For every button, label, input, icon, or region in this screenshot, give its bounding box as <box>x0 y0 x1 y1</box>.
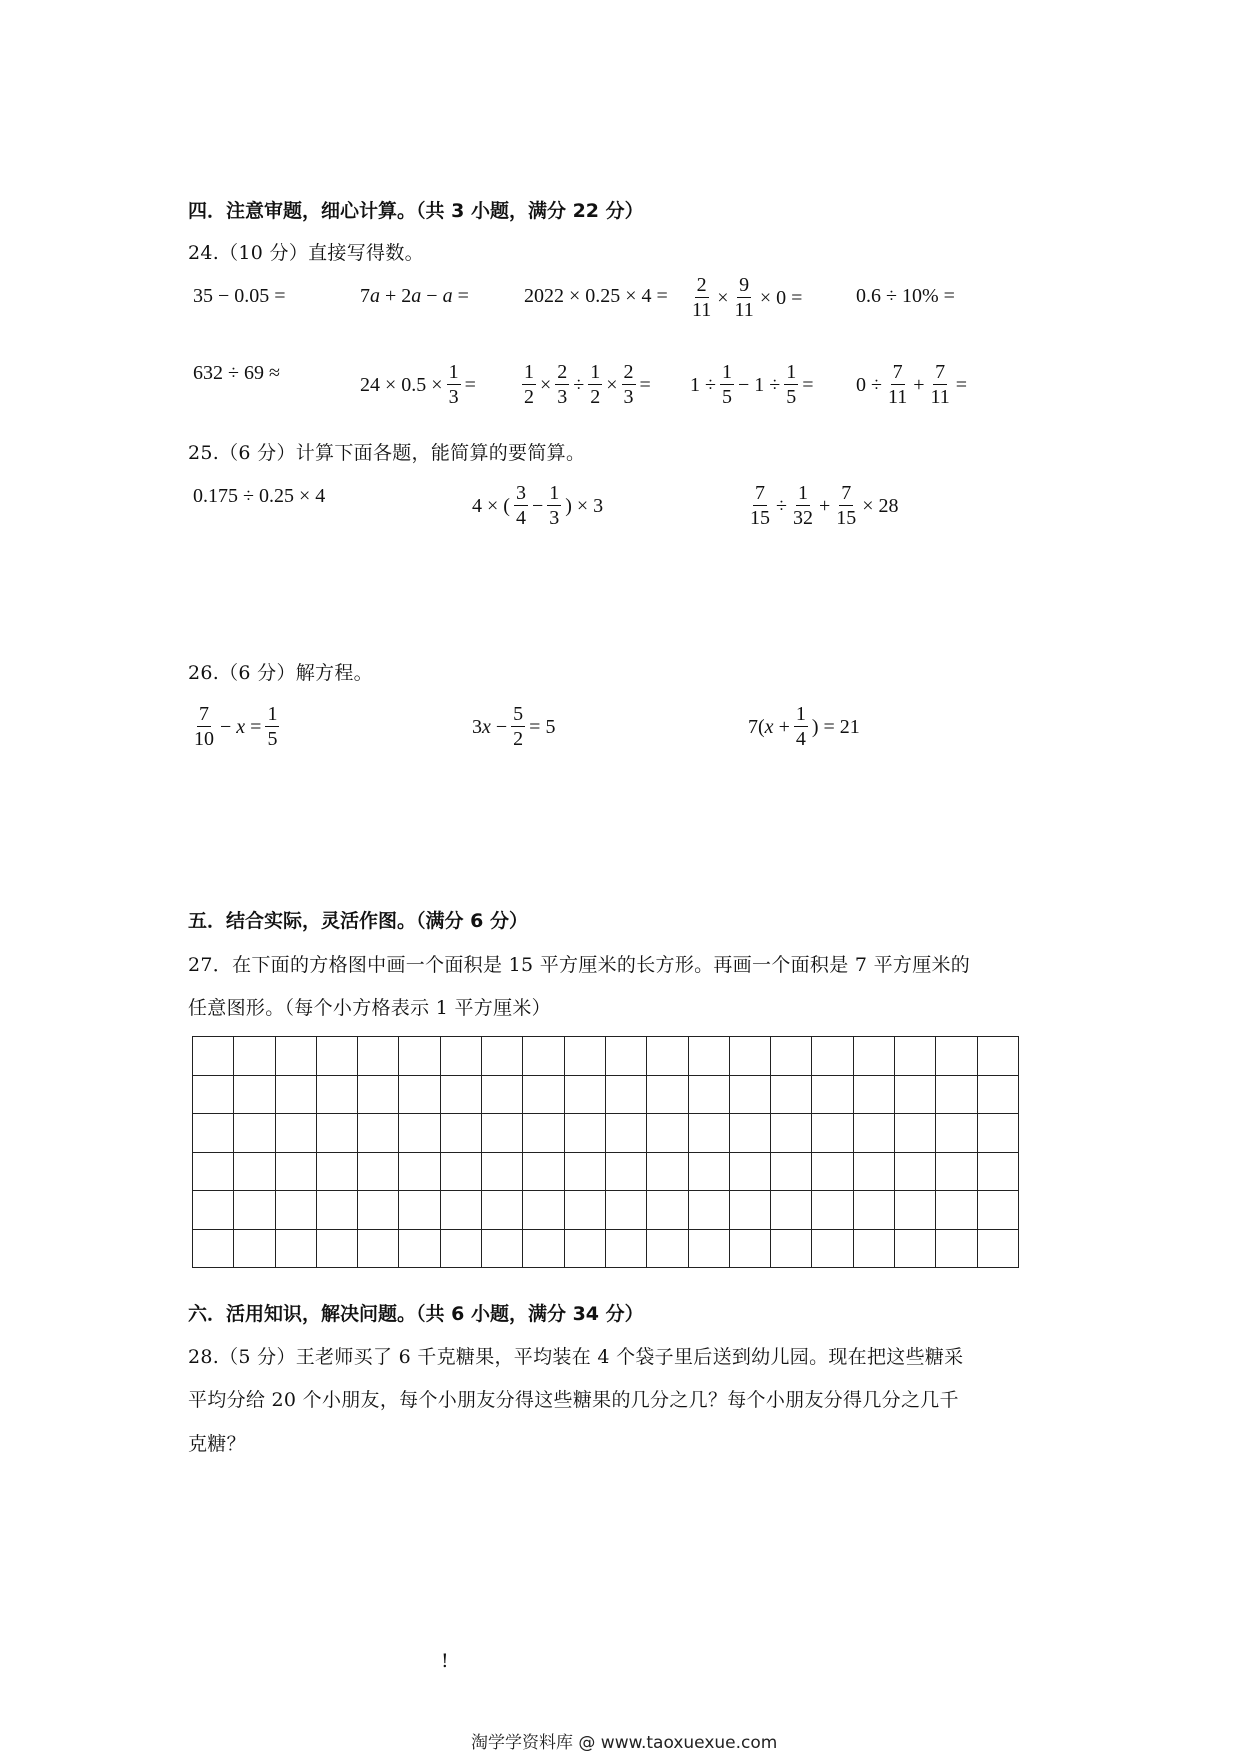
grid-cell[interactable] <box>853 1075 894 1114</box>
grid-cell[interactable] <box>688 1114 729 1153</box>
grid-cell[interactable] <box>316 1037 357 1076</box>
grid-cell[interactable] <box>688 1191 729 1230</box>
fraction: $\frac{7}{10}$ <box>194 703 214 750</box>
grid-cell[interactable] <box>895 1075 936 1114</box>
grid-cell[interactable] <box>895 1152 936 1191</box>
grid-cell[interactable] <box>729 1114 770 1153</box>
grid-cell[interactable] <box>812 1229 853 1268</box>
grid-cell[interactable] <box>523 1191 564 1230</box>
grid-cell[interactable] <box>977 1037 1018 1076</box>
grid-cell[interactable] <box>193 1114 234 1153</box>
grid-cell[interactable] <box>853 1037 894 1076</box>
grid-cell[interactable] <box>523 1037 564 1076</box>
stray-mark: ! <box>441 1650 449 1672</box>
grid-cell[interactable] <box>316 1191 357 1230</box>
grid-cell[interactable] <box>234 1075 275 1114</box>
grid-cell[interactable] <box>729 1152 770 1191</box>
grid-cell[interactable] <box>482 1229 523 1268</box>
grid-cell[interactable] <box>812 1152 853 1191</box>
grid-cell[interactable] <box>771 1037 812 1076</box>
grid-cell[interactable] <box>358 1075 399 1114</box>
grid-cell[interactable] <box>853 1114 894 1153</box>
grid-cell[interactable] <box>605 1229 646 1268</box>
grid-cell[interactable] <box>234 1152 275 1191</box>
q25-expr-2: 4 × ( $\frac{3}{4}$ − $\frac{1}{3}$ ) × 3 <box>472 482 604 529</box>
grid-row <box>193 1075 1019 1114</box>
grid-cell[interactable] <box>275 1114 316 1153</box>
grid-cell[interactable] <box>275 1037 316 1076</box>
grid-cell[interactable] <box>316 1075 357 1114</box>
grid-cell[interactable] <box>234 1114 275 1153</box>
grid-cell[interactable] <box>895 1114 936 1153</box>
fraction: $\frac{1}{3}$ <box>549 482 560 529</box>
grid-cell[interactable] <box>399 1037 440 1076</box>
square-grid[interactable] <box>192 1036 1019 1268</box>
fraction: $\frac{7}{15}$ <box>836 482 857 529</box>
grid-cell[interactable] <box>399 1075 440 1114</box>
grid-cell[interactable] <box>688 1075 729 1114</box>
grid-cell[interactable] <box>853 1229 894 1268</box>
grid-row <box>193 1114 1019 1153</box>
grid-cell[interactable] <box>688 1037 729 1076</box>
grid-cell[interactable] <box>358 1114 399 1153</box>
grid-cell[interactable] <box>275 1229 316 1268</box>
grid-cell[interactable] <box>936 1229 977 1268</box>
grid-cell[interactable] <box>523 1229 564 1268</box>
section-5-heading: 五．结合实际，灵活作图。（满分 6 分） <box>188 910 528 932</box>
grid-cell[interactable] <box>853 1191 894 1230</box>
fraction: $\frac{1}{5}$ <box>267 703 278 750</box>
fraction: $\frac{9}{11}$ <box>734 274 754 321</box>
fraction: $\frac{7}{11}$ <box>930 361 950 408</box>
grid-cell[interactable] <box>482 1152 523 1191</box>
grid-cell[interactable] <box>564 1191 605 1230</box>
grid-cell[interactable] <box>936 1191 977 1230</box>
fraction: $\frac{2}{3}$ <box>623 361 634 408</box>
grid-cell[interactable] <box>193 1037 234 1076</box>
grid-cell[interactable] <box>771 1191 812 1230</box>
grid-cell[interactable] <box>977 1191 1018 1230</box>
grid-cell[interactable] <box>895 1229 936 1268</box>
grid-cell[interactable] <box>316 1152 357 1191</box>
grid-cell[interactable] <box>936 1114 977 1153</box>
fraction: $\frac{1}{4}$ <box>795 703 806 750</box>
grid-cell[interactable] <box>523 1152 564 1191</box>
grid-cell[interactable] <box>771 1075 812 1114</box>
grid-cell[interactable] <box>564 1075 605 1114</box>
grid-cell[interactable] <box>440 1191 481 1230</box>
grid-cell[interactable] <box>440 1075 481 1114</box>
grid-cell[interactable] <box>399 1191 440 1230</box>
grid-cell[interactable] <box>275 1075 316 1114</box>
grid-cell[interactable] <box>895 1191 936 1230</box>
q24-expr-8: $\frac{1}{2}$ × $\frac{2}{3}$ ÷ $\frac{1}{2}$ × $\frac{2}{3}$ = <box>524 361 651 408</box>
q26-equation-2: 3x − $\frac{5}{2}$ = 5 <box>472 703 556 750</box>
q24-expr-6: 632 ÷ 69 ≈ <box>193 362 280 384</box>
grid-cell[interactable] <box>647 1229 688 1268</box>
grid-cell[interactable] <box>440 1114 481 1153</box>
grid-cell[interactable] <box>399 1152 440 1191</box>
section-4-heading: 四．注意审题，细心计算。（共 3 小题，满分 22 分） <box>188 200 644 222</box>
grid-cell[interactable] <box>193 1075 234 1114</box>
grid-row <box>193 1037 1019 1076</box>
q24-expr-5: 0.6 ÷ 10% = <box>856 285 955 307</box>
fraction: $\frac{1}{5}$ <box>721 361 732 408</box>
q25-title: 25.（6 分）计算下面各题，能简算的要简算。 <box>188 442 586 464</box>
grid-cell[interactable] <box>482 1114 523 1153</box>
grid-cell[interactable] <box>523 1114 564 1153</box>
grid-cell[interactable] <box>647 1075 688 1114</box>
grid-cell[interactable] <box>482 1191 523 1230</box>
fraction: $\frac{5}{2}$ <box>513 703 524 750</box>
grid-cell[interactable] <box>605 1075 646 1114</box>
grid-cell[interactable] <box>936 1075 977 1114</box>
grid-cell[interactable] <box>977 1152 1018 1191</box>
q24-expr-3: 2022 × 0.25 × 4 = <box>524 285 668 307</box>
grid-cell[interactable] <box>399 1229 440 1268</box>
fraction: $\frac{7}{11}$ <box>887 361 908 408</box>
q24-expr-10: 0 ÷ $\frac{7}{11}$ + $\frac{7}{11}$ = <box>856 361 968 408</box>
grid-cell[interactable] <box>605 1037 646 1076</box>
q24-expr-4: $\frac{2}{11}$ × $\frac{9}{11}$ × 0 = <box>692 274 803 321</box>
grid-cell[interactable] <box>234 1191 275 1230</box>
grid-row <box>193 1152 1019 1191</box>
fraction: $\frac{1}{3}$ <box>448 361 459 408</box>
grid-cell[interactable] <box>729 1037 770 1076</box>
fraction: $\frac{1}{32}$ <box>792 482 813 529</box>
grid-cell[interactable] <box>275 1152 316 1191</box>
grid-cell[interactable] <box>234 1229 275 1268</box>
grid-cell[interactable] <box>647 1152 688 1191</box>
grid-cell[interactable] <box>358 1191 399 1230</box>
grid-cell[interactable] <box>647 1191 688 1230</box>
q26-title: 26.（6 分）解方程。 <box>188 662 373 684</box>
grid-cell[interactable] <box>193 1152 234 1191</box>
grid-cell[interactable] <box>977 1229 1018 1268</box>
grid-cell[interactable] <box>358 1152 399 1191</box>
grid-cell[interactable] <box>688 1152 729 1191</box>
grid-cell[interactable] <box>440 1229 481 1268</box>
grid-cell[interactable] <box>358 1229 399 1268</box>
q26-equation-1: $\frac{7}{10}$ − x = $\frac{1}{5}$ <box>194 703 278 750</box>
grid-cell[interactable] <box>564 1152 605 1191</box>
q28-text-line-3: 克糖？ <box>188 1433 246 1455</box>
grid-cell[interactable] <box>193 1229 234 1268</box>
q28-text-line-1: 28.（5 分）王老师买了 6 千克糖果，平均装在 4 个袋子里后送到幼儿园。现在把这些糖采 <box>188 1346 964 1368</box>
q24-expr-1: 35 − 0.05 = <box>193 285 286 307</box>
fraction: $\frac{1}{5}$ <box>786 361 797 408</box>
q24-title: 24.（10 分）直接写得数。 <box>188 242 424 264</box>
grid-row <box>193 1191 1019 1230</box>
q27-text-line-2: 任意图形。（每个小方格表示 1 平方厘米） <box>188 997 551 1019</box>
grid-cell[interactable] <box>812 1191 853 1230</box>
q27-text-line-1: 27．在下面的方格图中画一个面积是 15 平方厘米的长方形。再画一个面积是 7 平方厘米的 <box>188 954 971 976</box>
grid-cell[interactable] <box>482 1075 523 1114</box>
grid-cell[interactable] <box>440 1152 481 1191</box>
grid-cell[interactable] <box>605 1191 646 1230</box>
grid-cell[interactable] <box>358 1037 399 1076</box>
q25-expr-1: 0.175 ÷ 0.25 × 4 <box>193 485 326 507</box>
grid-cell[interactable] <box>193 1191 234 1230</box>
grid-cell[interactable] <box>605 1152 646 1191</box>
grid-cell[interactable] <box>729 1075 770 1114</box>
grid-cell[interactable] <box>564 1037 605 1076</box>
grid-cell[interactable] <box>647 1114 688 1153</box>
q24-expr-2: 7a + 2a − a = <box>360 285 469 307</box>
grid-cell[interactable] <box>977 1075 1018 1114</box>
q25-expr-3: $\frac{7}{15}$ ÷ $\frac{1}{32}$ + $\frac{7}{15}$ × 28 <box>750 482 899 529</box>
q28-text-line-2: 平均分给 20 个小朋友，每个小朋友分得这些糖果的几分之几？每个小朋友分得几分之几千 <box>188 1389 959 1411</box>
grid-cell[interactable] <box>234 1037 275 1076</box>
grid-cell[interactable] <box>440 1037 481 1076</box>
grid-cell[interactable] <box>812 1037 853 1076</box>
grid-cell[interactable] <box>564 1229 605 1268</box>
grid-cell[interactable] <box>771 1114 812 1153</box>
grid-cell[interactable] <box>853 1152 894 1191</box>
footer-watermark: 淘学学资料库 @ www.taoxuexue.com <box>471 1733 778 1753</box>
fraction: $\frac{7}{15}$ <box>750 482 770 529</box>
grid-cell[interactable] <box>482 1037 523 1076</box>
grid-cell[interactable] <box>812 1114 853 1153</box>
grid-cell[interactable] <box>316 1229 357 1268</box>
fraction: $\frac{3}{4}$ <box>515 482 526 529</box>
fraction: $\frac{2}{11}$ <box>692 274 712 321</box>
fraction: $\frac{1}{2}$ <box>590 361 601 408</box>
grid-cell[interactable] <box>895 1037 936 1076</box>
grid-cell[interactable] <box>275 1191 316 1230</box>
section-6-heading: 六．活用知识，解决问题。（共 6 小题，满分 34 分） <box>188 1303 644 1325</box>
grid-cell[interactable] <box>729 1191 770 1230</box>
grid-cell[interactable] <box>771 1229 812 1268</box>
grid-cell[interactable] <box>564 1114 605 1153</box>
grid-row <box>193 1229 1019 1268</box>
grid-cell[interactable] <box>316 1114 357 1153</box>
q24-expr-7: 24 × 0.5 × $\frac{1}{3}$ = <box>360 361 476 408</box>
grid-cell[interactable] <box>936 1037 977 1076</box>
grid-cell[interactable] <box>688 1229 729 1268</box>
q26-equation-3: 7(x + $\frac{1}{4}$ ) = 21 <box>748 703 860 750</box>
fraction: $\frac{2}{3}$ <box>557 361 568 408</box>
grid-cell[interactable] <box>936 1152 977 1191</box>
q24-expr-9: 1 ÷ $\frac{1}{5}$ − 1 ÷ $\frac{1}{5}$ = <box>690 361 814 408</box>
grid-cell[interactable] <box>977 1114 1018 1153</box>
grid-cell[interactable] <box>812 1075 853 1114</box>
grid-cell[interactable] <box>399 1114 440 1153</box>
grid-cell[interactable] <box>771 1152 812 1191</box>
grid-cell[interactable] <box>523 1075 564 1114</box>
grid-cell[interactable] <box>605 1114 646 1153</box>
grid-cell[interactable] <box>647 1037 688 1076</box>
grid-cell[interactable] <box>729 1229 770 1268</box>
fraction: $\frac{1}{2}$ <box>524 361 534 408</box>
